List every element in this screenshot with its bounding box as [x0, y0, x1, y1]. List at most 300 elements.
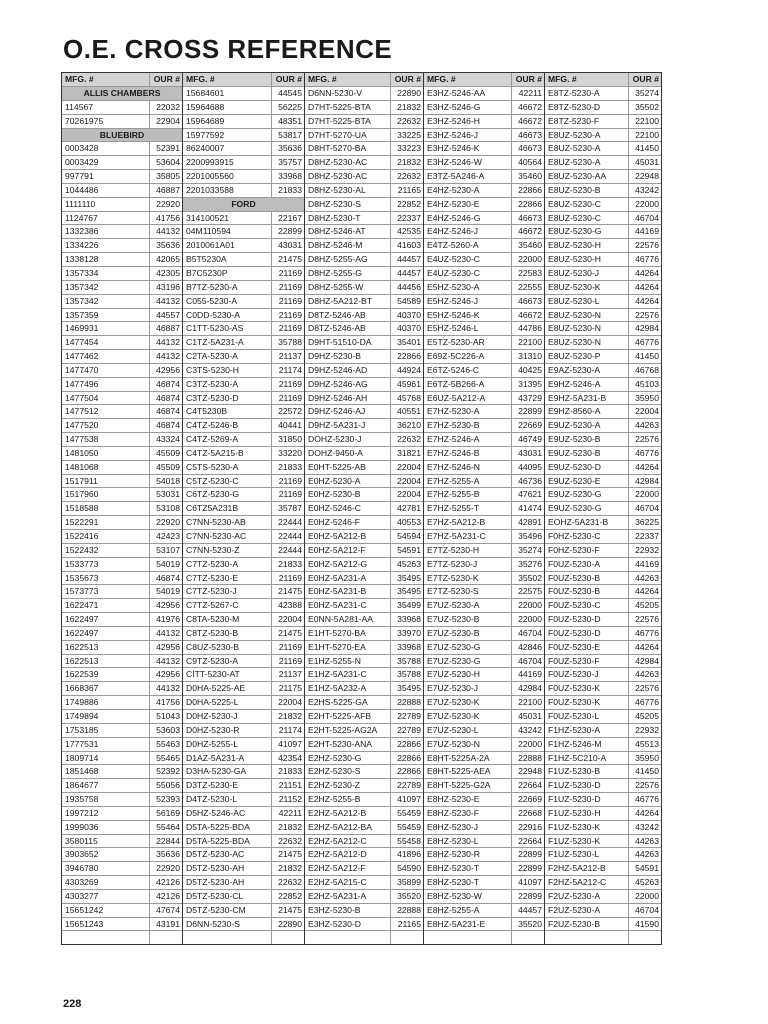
our-number: 22932 [628, 724, 661, 737]
table-row [424, 584, 544, 598]
table-row [424, 792, 544, 806]
table-row [545, 695, 661, 709]
table-row [545, 391, 661, 405]
table-row [305, 903, 423, 917]
table-row [62, 294, 182, 308]
our-number: 54591 [390, 544, 423, 557]
our-number: 54589 [390, 295, 423, 308]
mfg-number: E7UZ-5230-B [427, 614, 480, 625]
table-row [305, 543, 423, 557]
table-row [183, 654, 304, 668]
our-number: 35636 [271, 142, 304, 155]
our-number: 52393 [149, 793, 182, 806]
mfg-number: E8HT-5225-G2A [427, 780, 491, 791]
our-number: 22576 [628, 239, 661, 252]
table-row [183, 169, 304, 183]
page-number: 228 [63, 998, 82, 1010]
our-number: 44457 [511, 904, 544, 917]
empty-cell [183, 931, 271, 944]
mfg-number: 1851468 [65, 766, 99, 777]
our-number: 44263 [628, 835, 661, 848]
our-number: 41450 [628, 142, 661, 155]
our-number: 43242 [511, 724, 544, 737]
mfg-number: E9HZ-8560-A [548, 406, 601, 417]
mfg-number: 15964689 [186, 115, 225, 126]
table-row [62, 308, 182, 322]
mfg-number: E8HT-5225-AEA [427, 766, 491, 777]
mfg-number: 1111110 [65, 198, 96, 209]
mfg-number: E9UZ-5230-B [548, 447, 601, 458]
mfg-number: E9UZ-5230-G [548, 503, 602, 514]
table-row [305, 557, 423, 571]
table-row [183, 487, 304, 501]
our-number: 45509 [149, 447, 182, 460]
mfg-number: E8HZ-5230-W [427, 890, 482, 901]
our-number: 43031 [271, 239, 304, 252]
mfg-number: 1517911 [65, 475, 98, 486]
table-row [545, 432, 661, 446]
table-row [183, 183, 304, 197]
mfg-number: E0HZ-5246-C [308, 503, 362, 514]
mfg-number: E4HZ-5230-E [427, 198, 480, 209]
mfg-number: E8HT-5225A-2A [427, 752, 490, 763]
table-row [424, 557, 544, 571]
our-number: 40370 [390, 309, 423, 322]
our-number: 42956 [149, 599, 182, 612]
mfg-number: C7TZ-5230-J [186, 586, 237, 597]
our-number: 45768 [390, 392, 423, 405]
table-row [183, 224, 304, 238]
our-number: 44924 [390, 364, 423, 377]
mfg-number: E7HZ-5255-B [427, 489, 480, 500]
our-number: 22664 [511, 835, 544, 848]
mfg-number: 1481068 [65, 461, 99, 472]
mfg-number: C8TA-5230-M [186, 614, 240, 625]
our-number: 41097 [271, 738, 304, 751]
mfg-number: C1TZ-5A231-A [186, 337, 244, 348]
mfg-number: C3TZ-5230-A [186, 378, 239, 389]
our-number: 22664 [511, 779, 544, 792]
table-row [424, 806, 544, 820]
mfg-number: 0003429 [65, 157, 99, 168]
our-number: 44264 [628, 267, 661, 280]
our-number: 46704 [628, 502, 661, 515]
mfg-number: E7TZ-5230-J [427, 558, 478, 569]
table-row [62, 847, 182, 861]
empty-row [183, 930, 304, 944]
our-number: 41450 [628, 350, 661, 363]
our-number: 36225 [628, 516, 661, 529]
table-row [62, 141, 182, 155]
our-number: 22890 [271, 918, 304, 931]
mfg-number: F1UZ-5230-B [548, 766, 601, 777]
our-number: 33968 [271, 170, 304, 183]
table-row [62, 543, 182, 557]
our-number: 44545 [271, 87, 304, 100]
table-row [424, 197, 544, 211]
our-number: 44132 [149, 350, 182, 363]
mfg-number: C4TZ-5269-A [186, 434, 239, 445]
mfg-number: D5HZ-5246-AC [186, 807, 246, 818]
table-row [424, 654, 544, 668]
empty-row [424, 930, 544, 944]
mfg-number: E5HZ-5230-A [427, 281, 480, 292]
table-row [62, 806, 182, 820]
table-row [305, 100, 423, 114]
our-number: 33968 [390, 613, 423, 626]
our-number: 35520 [511, 918, 544, 931]
our-number: 41756 [149, 696, 182, 709]
table-row [424, 778, 544, 792]
header-mfg: MFG. # [548, 74, 577, 84]
mfg-number: E6TZ-5246-C [427, 364, 480, 375]
mfg-number: 2010061A01 [186, 240, 235, 251]
our-number: 54591 [628, 862, 661, 875]
our-number: 44557 [149, 309, 182, 322]
our-number: 53108 [149, 502, 182, 515]
table-row [62, 571, 182, 585]
mfg-number: D7HT-5270-UA [308, 129, 367, 140]
our-number: 35274 [511, 544, 544, 557]
mfg-number: E4HZ-5246-G [427, 212, 481, 223]
our-number: 21832 [271, 862, 304, 875]
our-number: 45263 [628, 876, 661, 889]
mfg-number: E7HZ-5246-N [427, 461, 481, 472]
section-heading [183, 197, 304, 211]
mfg-number: C5TS-5230-A [186, 461, 239, 472]
table-row [183, 903, 304, 917]
our-number: 46776 [628, 336, 661, 349]
our-number: 22669 [511, 793, 544, 806]
mfg-number: 2200993915 [186, 157, 234, 168]
mfg-number: 1864677 [65, 780, 99, 791]
table-row [545, 377, 661, 391]
our-number: 22000 [511, 613, 544, 626]
our-number: 35788 [271, 336, 304, 349]
table-row [183, 280, 304, 294]
mfg-number: F1HZ-5246-M [548, 738, 602, 749]
table-row [424, 238, 544, 252]
our-number: 42211 [511, 87, 544, 100]
table-row [424, 861, 544, 875]
our-number: 43191 [149, 918, 182, 931]
our-number: 44457 [390, 267, 423, 280]
table-row [62, 778, 182, 792]
mfg-number: E9HZ-5A231-B [548, 392, 607, 403]
table-row [545, 612, 661, 626]
table-row [545, 238, 661, 252]
our-number: 35636 [149, 239, 182, 252]
table-row [424, 114, 544, 128]
mfg-number: F1UZ-5230-K [548, 835, 601, 846]
mfg-number: F0HZ-5230-C [548, 531, 601, 541]
table-row [183, 155, 304, 169]
our-number: 31821 [390, 447, 423, 460]
our-number: 42126 [149, 890, 182, 903]
mfg-number: C7NN-5230-AB [186, 517, 246, 528]
our-number: 22899 [511, 890, 544, 903]
mfg-number: D8HZ-5A212-BT [308, 295, 372, 306]
mfg-number: E8HZ-5230-R [427, 849, 481, 860]
mfg-number: 1357342 [65, 295, 99, 306]
our-number: 22866 [390, 765, 423, 778]
table-row [62, 737, 182, 751]
table-row [424, 723, 544, 737]
our-number: 54019 [149, 585, 182, 598]
our-number: 21833 [271, 558, 304, 571]
our-number: 33968 [390, 641, 423, 654]
our-number: 41756 [149, 212, 182, 225]
our-number: 21175 [271, 682, 304, 695]
mfg-number: E8HZ-5255-A [427, 904, 480, 915]
table-row [183, 252, 304, 266]
our-number: 35276 [511, 558, 544, 571]
our-number: 46704 [511, 627, 544, 640]
our-number: 52392 [149, 765, 182, 778]
table-row [183, 889, 304, 903]
mfg-number: E2HZ-5A215-C [308, 877, 367, 888]
table-row [183, 834, 304, 848]
mfg-number: F0HZ-5230-F [548, 544, 600, 555]
our-number: 21152 [271, 793, 304, 806]
our-number: 31850 [271, 433, 304, 446]
our-number: 56169 [149, 807, 182, 820]
mfg-number: E9UZ-5230-B [548, 434, 601, 445]
our-number: 21165 [390, 918, 423, 931]
our-number: 22866 [511, 184, 544, 197]
our-number: 53604 [149, 156, 182, 169]
table-row [62, 598, 182, 612]
our-number: 33223 [390, 142, 423, 155]
mfg-number: 1477454 [65, 337, 99, 348]
mfg-number: E2HZ-5A212-C [308, 835, 367, 846]
table-row [424, 598, 544, 612]
mfg-number: E9UZ-5230-A [548, 420, 601, 431]
mfg-number: E8UZ-5230-P [548, 351, 601, 362]
mfg-number: D1AZ-5A231-A [186, 752, 245, 763]
our-number: 42956 [149, 364, 182, 377]
table-row [183, 598, 304, 612]
header-our: OUR # [149, 73, 182, 86]
our-number: 46673 [511, 129, 544, 142]
mfg-number: 1809714 [65, 752, 99, 763]
our-number: 22575 [511, 585, 544, 598]
mfg-number: 15977592 [186, 129, 225, 140]
table-row [305, 709, 423, 723]
mfg-number: CITT-5230-AT [186, 669, 240, 680]
mfg-number: E8UZ-5230-G [548, 226, 602, 237]
our-number: 22000 [628, 890, 661, 903]
our-number: 46874 [149, 572, 182, 585]
table-row [305, 155, 423, 169]
our-number: 21475 [271, 585, 304, 598]
our-number: 22555 [511, 281, 544, 294]
table-row [545, 543, 661, 557]
table-row [305, 806, 423, 820]
table-row [424, 211, 544, 225]
our-number: 22576 [628, 779, 661, 792]
table-row [183, 321, 304, 335]
our-number: 22576 [628, 433, 661, 446]
our-number: 21832 [390, 101, 423, 114]
our-number: 44457 [390, 253, 423, 266]
mfg-number: 1522432 [65, 544, 99, 555]
our-number: 55459 [390, 821, 423, 834]
our-number: 46768 [628, 364, 661, 377]
mfg-number: E0HZ-5A231-B [308, 586, 367, 597]
table-row [305, 695, 423, 709]
our-number: 41590 [628, 918, 661, 931]
table-row [424, 903, 544, 917]
our-number: 22576 [628, 613, 661, 626]
our-number: 33220 [271, 447, 304, 460]
mfg-number: C7TZ-5230-E [186, 572, 239, 583]
table-row [545, 737, 661, 751]
mfg-number: E6TZ-5B266-A [427, 378, 485, 389]
table-row [62, 155, 182, 169]
table-row [424, 695, 544, 709]
table-row [62, 654, 182, 668]
mfg-number: E7TZ-5230-K [427, 572, 479, 583]
mfg-number: E7UZ-5230-K [427, 710, 480, 721]
mfg-number: D8TZ-5246-AB [308, 309, 366, 320]
mfg-number: D8HZ-5255-G [308, 267, 362, 278]
table-row [62, 280, 182, 294]
our-number: 47621 [511, 488, 544, 501]
our-number: 22576 [628, 682, 661, 695]
table-row [62, 584, 182, 598]
table-row [424, 571, 544, 585]
table-row [183, 557, 304, 571]
mfg-number: C055-5230-A [186, 295, 238, 306]
our-number: 21475 [271, 848, 304, 861]
table-row [424, 141, 544, 155]
table-row [183, 515, 304, 529]
table-row [545, 169, 661, 183]
mfg-number: F2UZ-5230-B [548, 918, 601, 929]
mfg-number: E8HZ-5230-F [427, 807, 480, 818]
table-row [305, 391, 423, 405]
our-number: 44264 [628, 281, 661, 294]
table-row [183, 778, 304, 792]
our-number: 46887 [149, 184, 182, 197]
mfg-number: 114567 [65, 101, 94, 112]
column-header [424, 73, 544, 86]
mfg-number: E5HZ-5246-L [427, 323, 479, 334]
table-row [424, 681, 544, 695]
mfg-number: F2HZ-5A212-B [548, 863, 606, 874]
table-row [183, 571, 304, 585]
table-row [62, 377, 182, 391]
our-number: 22100 [511, 336, 544, 349]
our-number: 21169 [271, 267, 304, 280]
table-row [62, 709, 182, 723]
our-number: 42956 [149, 668, 182, 681]
header-our: OUR # [271, 73, 304, 86]
mfg-number: D8HZ-5255-W [308, 281, 364, 292]
our-number: 22948 [628, 170, 661, 183]
our-number: 44095 [511, 461, 544, 474]
mfg-number: 1999036 [65, 821, 99, 832]
table-row [545, 889, 661, 903]
mfg-number: 2201033588 [186, 184, 234, 195]
our-number: 42984 [628, 475, 661, 488]
mfg-number: 1753185 [65, 724, 99, 735]
our-number: 22000 [511, 253, 544, 266]
our-number: 45103 [628, 378, 661, 391]
mfg-number: F0UZ-5230-D [548, 627, 601, 638]
table-row [305, 529, 423, 543]
mfg-number: 1477520 [65, 420, 99, 431]
empty-cell [628, 931, 661, 944]
our-number: 41097 [511, 876, 544, 889]
mfg-number: E3HZ-5230-B [308, 904, 361, 915]
our-number: 35401 [390, 336, 423, 349]
our-number: 42211 [271, 807, 304, 820]
our-number: 22852 [271, 890, 304, 903]
mfg-number: E2HZ-5A231-A [308, 890, 367, 901]
mfg-number: E0HZ-5A212-G [308, 558, 368, 569]
table-row [62, 349, 182, 363]
our-number: 40370 [390, 322, 423, 335]
table-row [424, 751, 544, 765]
table-row [62, 917, 182, 931]
table-row [62, 903, 182, 917]
table-row [424, 446, 544, 460]
table-row [305, 86, 423, 100]
column-header [305, 73, 423, 86]
table-row [62, 224, 182, 238]
mfg-number: 1477462 [65, 351, 99, 362]
table-row [183, 294, 304, 308]
empty-cell [271, 931, 304, 944]
mfg-number: D5TZ-5230-AH [186, 863, 245, 874]
table-row [545, 792, 661, 806]
table-row [183, 100, 304, 114]
table-row [305, 432, 423, 446]
mfg-number: E8UZ-5230-N [548, 337, 602, 348]
mfg-number: D5TA-5225-BDA [186, 835, 250, 846]
our-number: 56225 [271, 101, 304, 114]
mfg-number: C8UZ-5230-B [186, 641, 240, 652]
table-row [183, 640, 304, 654]
table-row [424, 612, 544, 626]
mfg-number: E5HZ-5246-J [427, 295, 479, 306]
mfg-number: 1749886 [65, 697, 99, 708]
table-row [183, 418, 304, 432]
our-number: 22789 [390, 724, 423, 737]
mfg-number: F1UZ-5230-L [548, 849, 600, 860]
table-row [305, 640, 423, 654]
table-row [545, 474, 661, 488]
mfg-number: DOHZ-9450-A [308, 447, 363, 458]
our-number: 51043 [149, 710, 182, 723]
table-row [62, 487, 182, 501]
mfg-number: E2HZ-5A212-B [308, 807, 367, 818]
our-number: 21169 [271, 281, 304, 294]
header-mfg: MFG. # [427, 74, 456, 84]
mfg-number: C7TZ-5230-A [186, 558, 239, 569]
mfg-number: E9UZ-5230-G [548, 489, 602, 500]
header-our: OUR # [628, 73, 661, 86]
table-row [545, 183, 661, 197]
mfg-number: E2HZ-5A212-F [308, 863, 366, 874]
table-row [545, 266, 661, 280]
table-row [545, 252, 661, 266]
our-number: 22444 [271, 544, 304, 557]
mfg-number: E9HZ-5246-A [548, 378, 601, 389]
mfg-number: E0HZ-5230-A [308, 475, 361, 486]
